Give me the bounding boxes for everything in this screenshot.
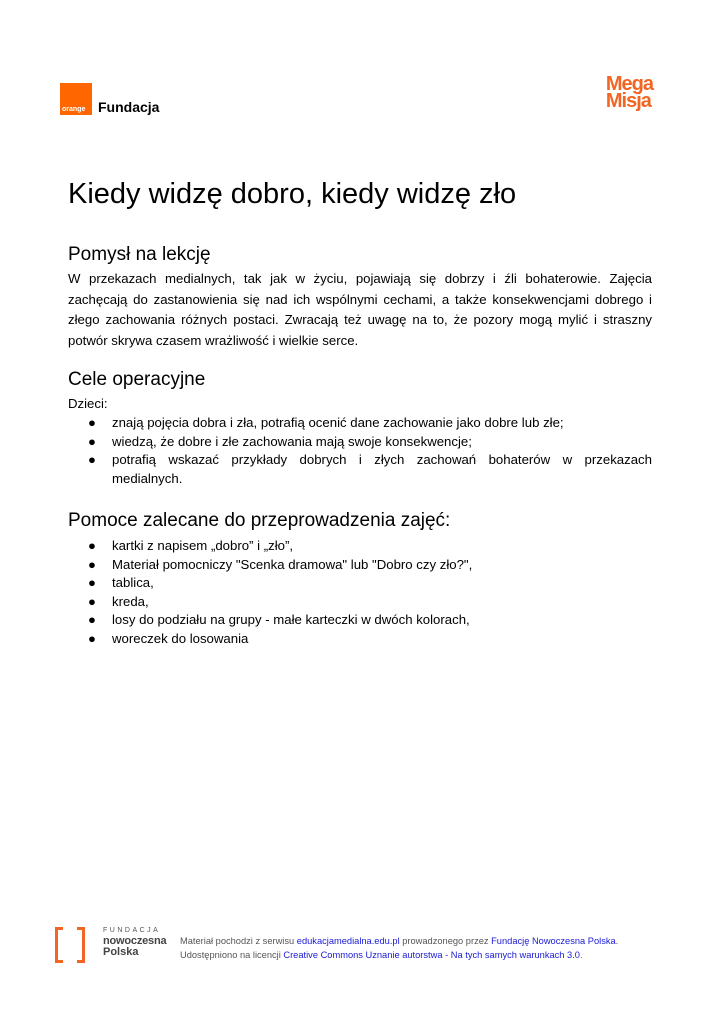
list-item: ● potrafią wskazać przykłady dobrych i złych zachowań bohaterów w przekazach medialnych. xyxy=(88,452,652,486)
megamisja-line2: Misja xyxy=(605,90,651,112)
paragraph-line: złego zachowania różnych postaci. Zwracają też uwagę na to, że pozory mogą mylić i straszny xyxy=(68,312,652,327)
bullet-icon: ● xyxy=(88,433,96,449)
orange-brand-square xyxy=(60,83,92,115)
footer-line2: Udostępniono na licencji Creative Commons Uznanie autorstwa - Na tych samych warunkach 3.0. xyxy=(180,949,583,960)
list-item: ● kreda, xyxy=(68,593,652,612)
orange-brand-text: orange xyxy=(62,106,86,113)
list-item: ● tablica, xyxy=(68,574,652,593)
bullet-icon: ● xyxy=(88,630,96,646)
paragraph-line: zachęcają do zastanowienia się nad ich wspólnymi cechami, a także konsekwencjami dobrego i xyxy=(68,291,652,307)
bullet-icon: ● xyxy=(88,612,96,627)
bullet-icon: ● xyxy=(88,575,96,590)
bullet-icon: ● xyxy=(88,538,96,553)
list-item: ● wiedzą, że dobre i złe zachowania mają swoje konsekwencje; xyxy=(68,433,652,452)
fundacja-nowoczesna-polska-logo xyxy=(55,925,165,967)
megamisja-line1: Mega xyxy=(605,73,653,95)
footer-license-text xyxy=(180,935,618,962)
fnp-logo-line1: FUNDACJA xyxy=(103,927,161,934)
materials-list xyxy=(68,537,652,648)
section-heading-goals: Cele operacyjne xyxy=(68,369,206,390)
page-title: Kiedy widzę dobro, kiedy widzę zło xyxy=(68,178,517,210)
goals-intro: Dzieci: xyxy=(68,396,108,411)
goals-list xyxy=(68,414,652,488)
fnp-logo-line3: Polska xyxy=(103,946,139,958)
bullet-icon: ● xyxy=(88,415,96,430)
bracket-logo-icon xyxy=(55,927,85,963)
fnp-logo-line2: nowoczesna xyxy=(103,935,167,947)
edukacjamedialna-link[interactable]: edukacjamedialna.edu.pl xyxy=(296,936,400,946)
fundacja-label: Fundacja xyxy=(98,99,160,115)
section-heading-idea: Pomysł na lekcję xyxy=(68,244,211,265)
fnp-logo-text xyxy=(103,925,166,958)
bullet-icon: ● xyxy=(88,556,96,572)
bullet-icon: ● xyxy=(88,452,96,467)
orange-fundacja-logo xyxy=(60,79,159,115)
fundacja-link[interactable]: Fundację Nowoczesna Polska xyxy=(491,936,616,946)
bullet-icon: ● xyxy=(88,593,96,609)
list-item: ● znają pojęcia dobra i zła, potrafią ocenić dane zachowanie jako dobre lub złe; xyxy=(68,414,652,433)
list-item: ● losy do podziału na grupy - małe karteczki w dwóch kolorach, xyxy=(68,611,652,630)
footer-line1: Materiał pochodzi z serwisu edukacjamedialna.edu.pl prowadzonego przez Fundację Nowoczesna Polska. xyxy=(180,936,619,946)
list-item: ● woreczek do losowania xyxy=(68,630,652,649)
megamisja-logo xyxy=(605,73,653,112)
list-item: ● kartki z napisem „dobro” i „zło”, xyxy=(68,537,652,556)
paragraph-line: W przekazach medialnych, tak jak w życiu, pojawiają się dobrzy i źli bohaterowie. Zajęcia xyxy=(68,271,652,286)
license-link[interactable]: Creative Commons Uznanie autorstwa - Na tych samych warunkach 3.0 xyxy=(283,949,580,960)
paragraph-line: potwór skrywa czasem wrażliwość i wielkie serce. xyxy=(68,332,359,348)
section-heading-materials: Pomoce zalecane do przeprowadzenia zajęć: xyxy=(68,510,451,531)
section-idea-paragraph xyxy=(68,269,652,351)
list-item: ● Materiał pomocniczy "Scenka dramowa" lub "Dobro czy zło?", xyxy=(68,556,652,575)
